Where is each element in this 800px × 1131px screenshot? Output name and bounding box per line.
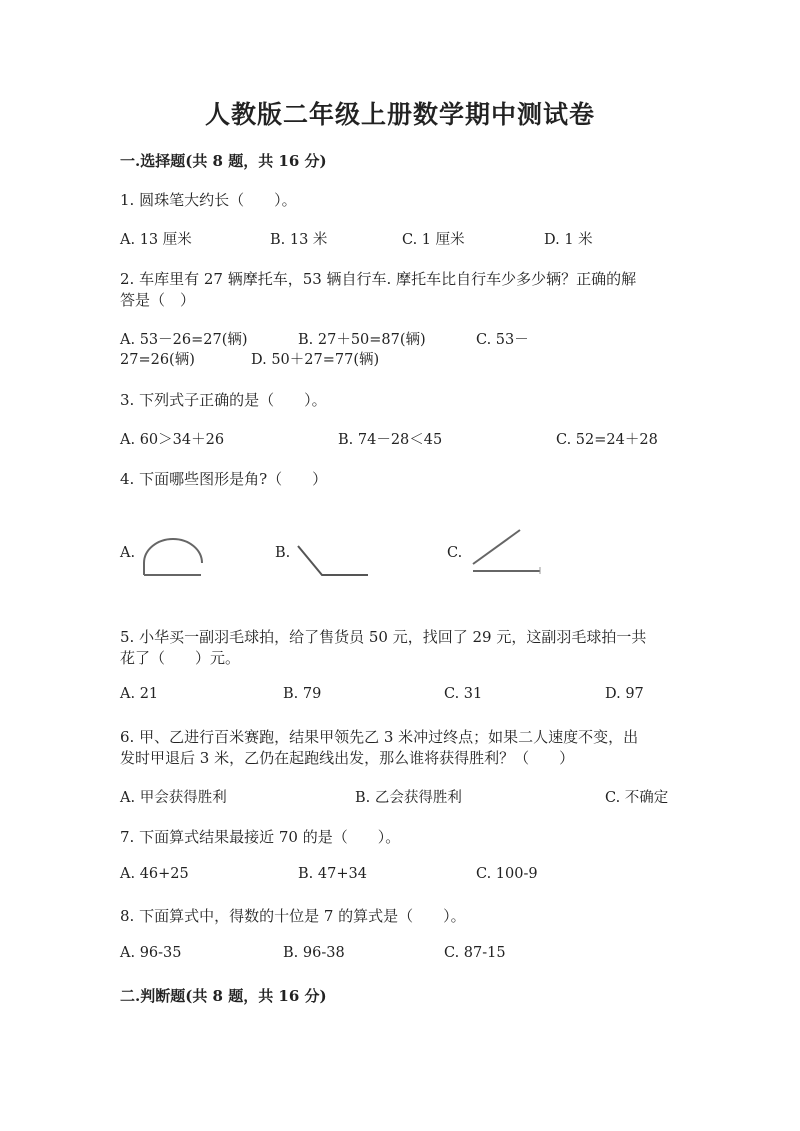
q1-option-b: B. 13 米 <box>270 232 328 248</box>
q1-option-a: A. 13 厘米 <box>120 232 192 248</box>
q5-option-b: B. 79 <box>283 686 322 702</box>
q5-option-d: D. 97 <box>605 686 644 702</box>
q2-option-b: B. 27＋50=87(辆) <box>298 332 426 348</box>
q2-option-c-continued: 27=26(辆) <box>120 352 195 368</box>
question-4-text: 4. 下面哪些图形是角?（ ） <box>120 470 328 488</box>
angle-figure-b <box>295 543 375 583</box>
q6-option-b: B. 乙会获得胜利 <box>355 790 462 806</box>
q6-option-c: C. 不确定 <box>605 790 669 806</box>
q3-option-b: B. 74－28＜45 <box>338 432 443 448</box>
q1-option-d: D. 1 米 <box>544 232 593 248</box>
question-2-text-line2: 答是（ ） <box>120 291 196 309</box>
question-8-text: 8. 下面算式中，得数的十位是 7 的算式是（ ）。 <box>120 907 466 925</box>
q4-option-b: B. <box>275 545 291 561</box>
q6-option-a: A. 甲会获得胜利 <box>120 790 227 806</box>
q2-option-c: C. 53－ <box>476 332 529 348</box>
q1-option-c: C. 1 厘米 <box>402 232 465 248</box>
q8-option-a: A. 96-35 <box>120 945 182 961</box>
q2-option-a: A. 53－26=27(辆) <box>120 332 248 348</box>
question-5-text-line2: 花了（ ）元。 <box>120 649 241 667</box>
q4-option-a: A. <box>120 545 136 561</box>
question-7-text: 7. 下面算式结果最接近 70 的是（ ）。 <box>120 828 401 846</box>
semicircle-figure <box>140 538 210 580</box>
question-3-text: 3. 下列式子正确的是（ ）。 <box>120 391 327 409</box>
q2-option-d: D. 50＋27=77(辆) <box>251 352 380 368</box>
section-heading-choice: 一.选择题(共 8 题，共 16 分) <box>120 152 327 170</box>
question-5-text-line1: 5. 小华买一副羽毛球拍，给了售货员 50 元，找回了 29 元，这副羽毛球拍一共 <box>120 628 647 646</box>
q7-option-b: B. 47+34 <box>298 866 367 882</box>
angle-figure-c <box>466 527 550 579</box>
q8-option-c: C. 87-15 <box>444 945 506 961</box>
q3-option-a: A. 60＞34＋26 <box>120 432 225 448</box>
section-heading-judgement: 二.判断题(共 8 题，共 16 分) <box>120 987 327 1005</box>
q7-option-a: A. 46+25 <box>120 866 189 882</box>
question-1-text: 1. 圆珠笔大约长（ ）。 <box>120 191 297 209</box>
q5-option-c: C. 31 <box>444 686 483 702</box>
question-6-text-line1: 6. 甲、乙进行百米赛跑，结果甲领先乙 3 米冲过终点；如果二人速度不变，出 <box>120 728 639 746</box>
q5-option-a: A. 21 <box>120 686 159 702</box>
page-title: 人教版二年级上册数学期中测试卷 <box>204 100 595 129</box>
question-2-text-line1: 2. 车库里有 27 辆摩托车，53 辆自行车. 摩托车比自行车少多少辆？正确的解 <box>120 270 637 288</box>
q7-option-c: C. 100-9 <box>476 866 538 882</box>
q3-option-c: C. 52=24＋28 <box>556 432 658 448</box>
question-6-text-line2: 发时甲退后 3 米，乙仍在起跑线出发，那么谁将获得胜利？（ ） <box>120 749 575 767</box>
q4-option-c: C. <box>447 545 463 561</box>
q8-option-b: B. 96-38 <box>283 945 345 961</box>
